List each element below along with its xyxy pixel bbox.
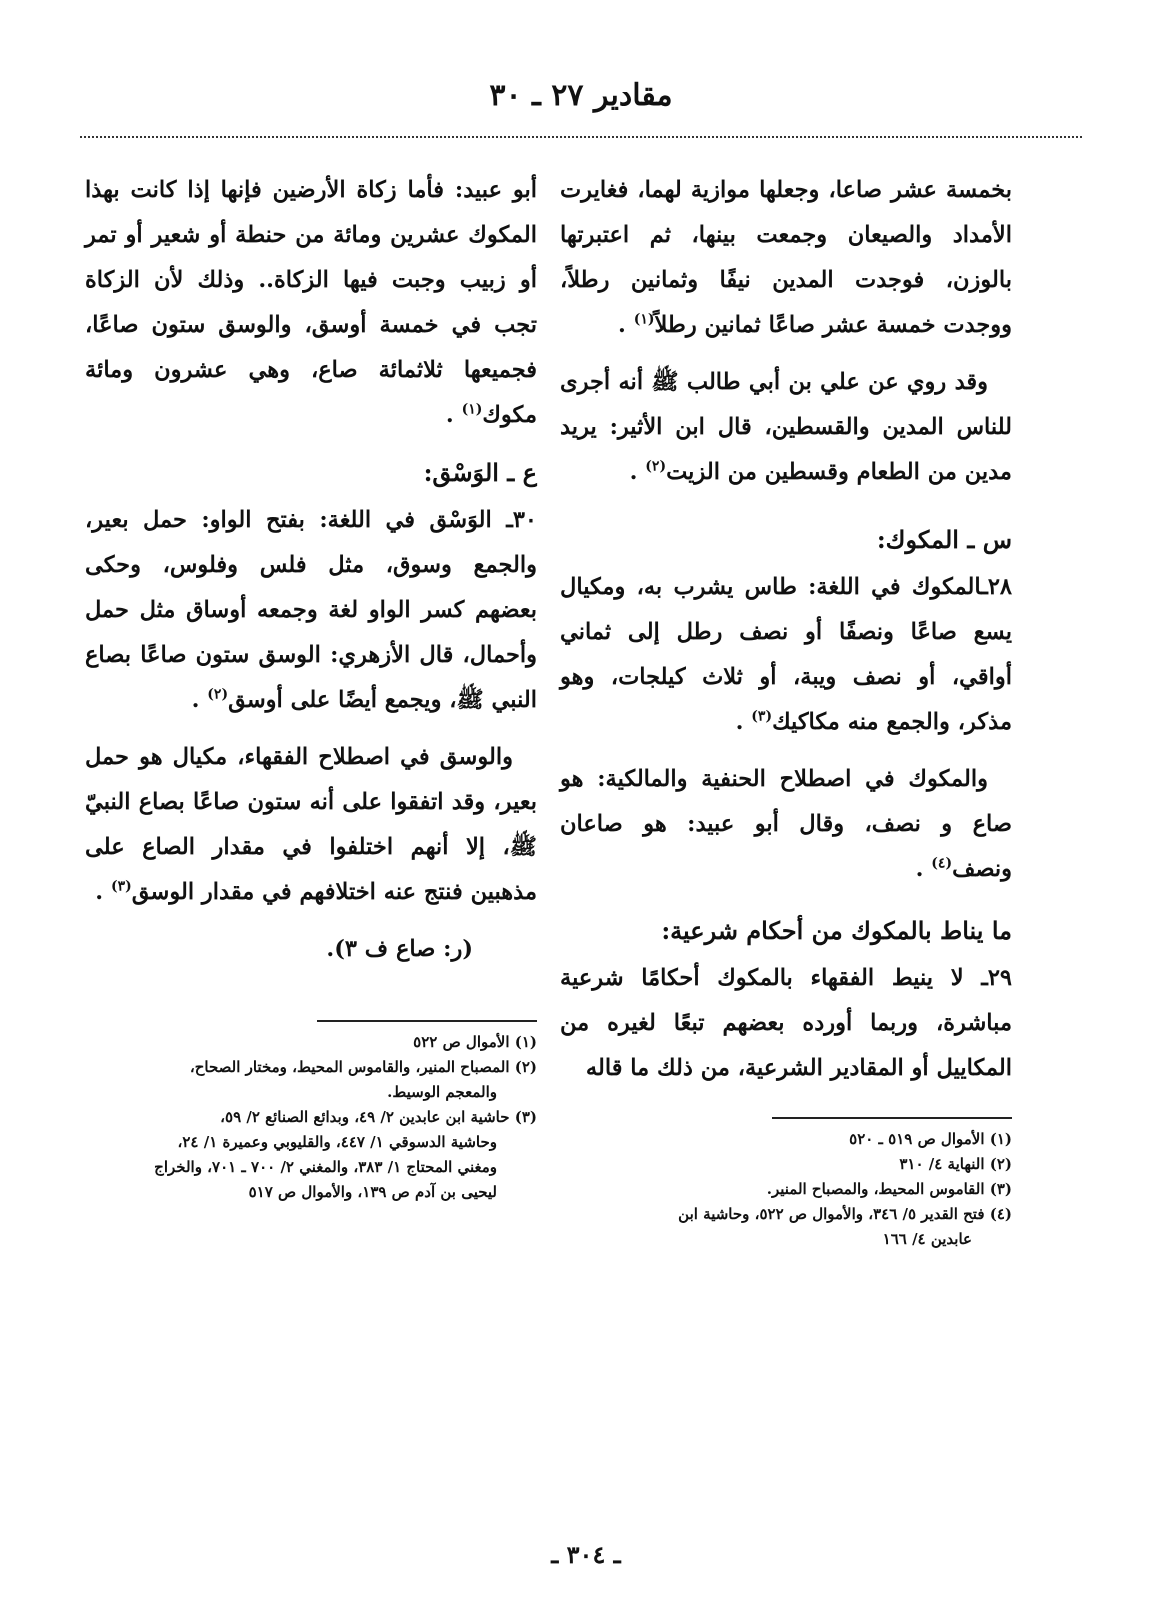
footnote-ref[interactable]: (١)	[461, 401, 483, 418]
page-header: مقادير ٢٧ ـ ٣٠	[489, 78, 673, 113]
footnote: ومغني المحتاج ١/ ٣٨٣، والمغني ٢/ ٧٠٠ ـ ٧٠١، والخراج	[154, 1158, 497, 1176]
cross-reference: (ر: صاع ف ٣).	[326, 936, 473, 962]
paragraph: والوسق في اصطلاح الفقهاء، مكيال هو حمل بعير، وقد اتفقوا على أنه ستون صاعًا بصاع النبيّ ﷺ، إلا أنهم اختلفوا في مقدار الصاع على مذهبين فنتج عنه اختلافهم في مقدار الوسق$^{(٣)}$ .	[85, 744, 537, 905]
paragraph: والمكوك في اصطلاح الحنفية والمالكية: هو صاع و نصف، وقال أبو عبيد: هو صاعان ونصف$^{(٤)}$ .	[560, 766, 1012, 882]
footnote: (٣) القاموس المحيط، والمصباح المنير.	[766, 1180, 1012, 1198]
section-heading: ع ـ الوَسْق:	[423, 458, 537, 487]
paragraph: أبو عبيد: فأما زكاة الأرضين فإنها إذا كانت بهذا المكوك عشرين ومائة من حنطة أو شعير أو تمر أو زبيب وجبت فيها الزكاة.. وذلك لأن الزكاة تجب في خمسة أوسق، والوسق ستون صاعًا، فجميعها ثلاثمائة صاع، وهي عشرون ومائة مكوك$^{(١)}$ .	[85, 177, 537, 428]
page-number: ـ ٣٠٤ ـ	[551, 1540, 621, 1569]
footnote-ref[interactable]: (٢)	[645, 458, 667, 475]
paragraph-text: وقد روي عن علي بن أبي طالب ﷺ أنه أجرى للناس المدين والقسطين، قال ابن الأثير: يريد مدين من الطعام وقسطين من الزيت	[560, 369, 1012, 485]
footnote: عابدين ٤/ ١٦٦	[882, 1230, 972, 1248]
footnote: (١) الأموال ص ٥٢٢	[413, 1033, 537, 1051]
footnote: وحاشية الدسوقي ١/ ٤٤٧، والقليوبي وعميرة ١/ ٢٤،	[177, 1133, 497, 1151]
left-column	[85, 168, 537, 1205]
header-divider	[80, 136, 1082, 138]
paragraph: ٣٠ـ الوَسْق في اللغة: بفتح الواو: حمل بعير، والجمع وسوق، مثل فلس وفلوس، وحكى بعضهم كسر الواو لغة وجمعه أوساق مثل حمل وأحمال، قال الأزهري: الوسق ستون صاعًا بصاع النبي ﷺ، ويجمع أيضًا على أوسق$^{(٢)}$ .	[85, 507, 537, 713]
footnote-ref[interactable]: (٢)	[207, 686, 229, 703]
paragraph-text: الوَسْق في اللغة: بفتح الواو: حمل بعير، والجمع وسوق، مثل فلس وفلوس، وحكى بعضهم كسر الواو لغة وجمعه أوساق مثل حمل وأحمال، قال الأزهري: الوسق ستون صاعًا بصاع النبي ﷺ، ويجمع أيضًا على أوسق	[85, 507, 537, 713]
footnote: (٤) فتح القدير ٥/ ٣٤٦، والأموال ص ٥٢٢، وحاشية ابن	[678, 1205, 1012, 1223]
paragraph: وقد روي عن علي بن أبي طالب ﷺ أنه أجرى للناس المدين والقسطين، قال ابن الأثير: يريد مدين من الطعام وقسطين من الزيت$^{(٢)}$ .	[560, 369, 1012, 485]
footnote-ref[interactable]: (٣)	[751, 708, 773, 725]
paragraph-number: ٢٨ـ	[981, 574, 1012, 600]
paragraph	[560, 956, 1012, 1091]
paragraph-number: ٣٠ـ	[506, 507, 537, 533]
paragraph-text: المكوك في اللغة: طاس يشرب به، ومكيال يسع صاعًا ونصفًا أو نصف رطل إلى ثماني أواقي، أو نصف ويبة، أو ثلاث كيلجات، وهو مذكر، والجمع منه مكاكيك	[560, 574, 1012, 735]
footnote: (٢) المصباح المنير، والقاموس المحيط، ومختار الصحاح،	[189, 1058, 537, 1076]
paragraph-text: والمكوك في اصطلاح الحنفية والمالكية: هو صاع و نصف، وقال أبو عبيد: هو صاعان ونصف	[560, 766, 1012, 882]
footnote-ref[interactable]: (٤)	[931, 855, 953, 872]
paragraph: ٢٨ـالمكوك في اللغة: طاس يشرب به، ومكيال يسع صاعًا ونصفًا أو نصف رطل إلى ثماني أواقي، أو نصف ويبة، أو ثلاث كيلجات، وهو مذكر، والجمع منه مكاكيك$^{(٣)}$ .	[560, 574, 1012, 735]
paragraph-number: ٢٩ـ	[981, 965, 1013, 991]
paragraph-text: والوسق في اصطلاح الفقهاء، مكيال هو حمل بعير، وقد اتفقوا على أنه ستون صاعًا بصاع النبيّ ﷺ، إلا أنهم اختلفوا في مقدار الصاع على مذهبين فنتج عنه اختلافهم في مقدار الوسق	[85, 744, 537, 905]
paragraph-text: أبو عبيد: فأما زكاة الأرضين فإنها إذا كانت بهذا المكوك عشرين ومائة من حنطة أو شعير أو تمر أو زبيب وجبت فيها الزكاة.. وذلك لأن الزكاة تجب في خمسة أوسق، والوسق ستون صاعًا، فجميعها ثلاثمائة صاع، وهي عشرون ومائة مكوك	[85, 177, 537, 428]
section-heading: س ـ المكوك:	[876, 525, 1012, 554]
footnote-ref[interactable]: (٣)	[110, 878, 132, 895]
paragraph-text: بخمسة عشر صاعا، وجعلها موازية لهما، فغايرت الأمداد والصيعان وجمعت بينها، ثم اعتبرتها بالوزن، فوجدت المدين نيفًا وثمانين رطلاً، ووجدت خمسة عشر صاعًا ثمانين رطلاً	[560, 177, 1012, 338]
footnote: (٢) النهاية ٤/ ٣١٠	[899, 1155, 1012, 1173]
footnote-ref[interactable]: (١)	[633, 311, 655, 328]
footnote-divider	[317, 1020, 537, 1022]
footnote: (١) الأموال ص ٥١٩ ـ ٥٢٠	[849, 1130, 1012, 1148]
paragraph: بخمسة عشر صاعا، وجعلها موازية لهما، فغايرت الأمداد والصيعان وجمعت بينها، ثم اعتبرتها بالوزن، فوجدت المدين نيفًا وثمانين رطلاً، ووجدت خمسة عشر صاعًا ثمانين رطلاً$^{(١)}$ .	[560, 177, 1012, 338]
footnote: والمعجم الوسيط.	[387, 1083, 497, 1101]
footnote: (٣) حاشية ابن عابدين ٢/ ٤٩، وبدائع الصنائع ٢/ ٥٩،	[220, 1108, 537, 1126]
paragraph-text: لا ينيط الفقهاء بالمكوك أحكامًا شرعية مباشرة، وربما أورده بعضهم تبعًا لغيره من المكاييل أو المقادير الشرعية، من ذلك ما قاله	[560, 965, 1012, 1081]
footnote: ليحيى بن آدم ص ١٣٩، والأموال ص ٥١٧	[248, 1183, 497, 1201]
footnote-divider	[772, 1117, 1012, 1119]
right-column	[560, 168, 1012, 1252]
section-heading: ما يناط بالمكوك من أحكام شرعية:	[661, 916, 1012, 945]
